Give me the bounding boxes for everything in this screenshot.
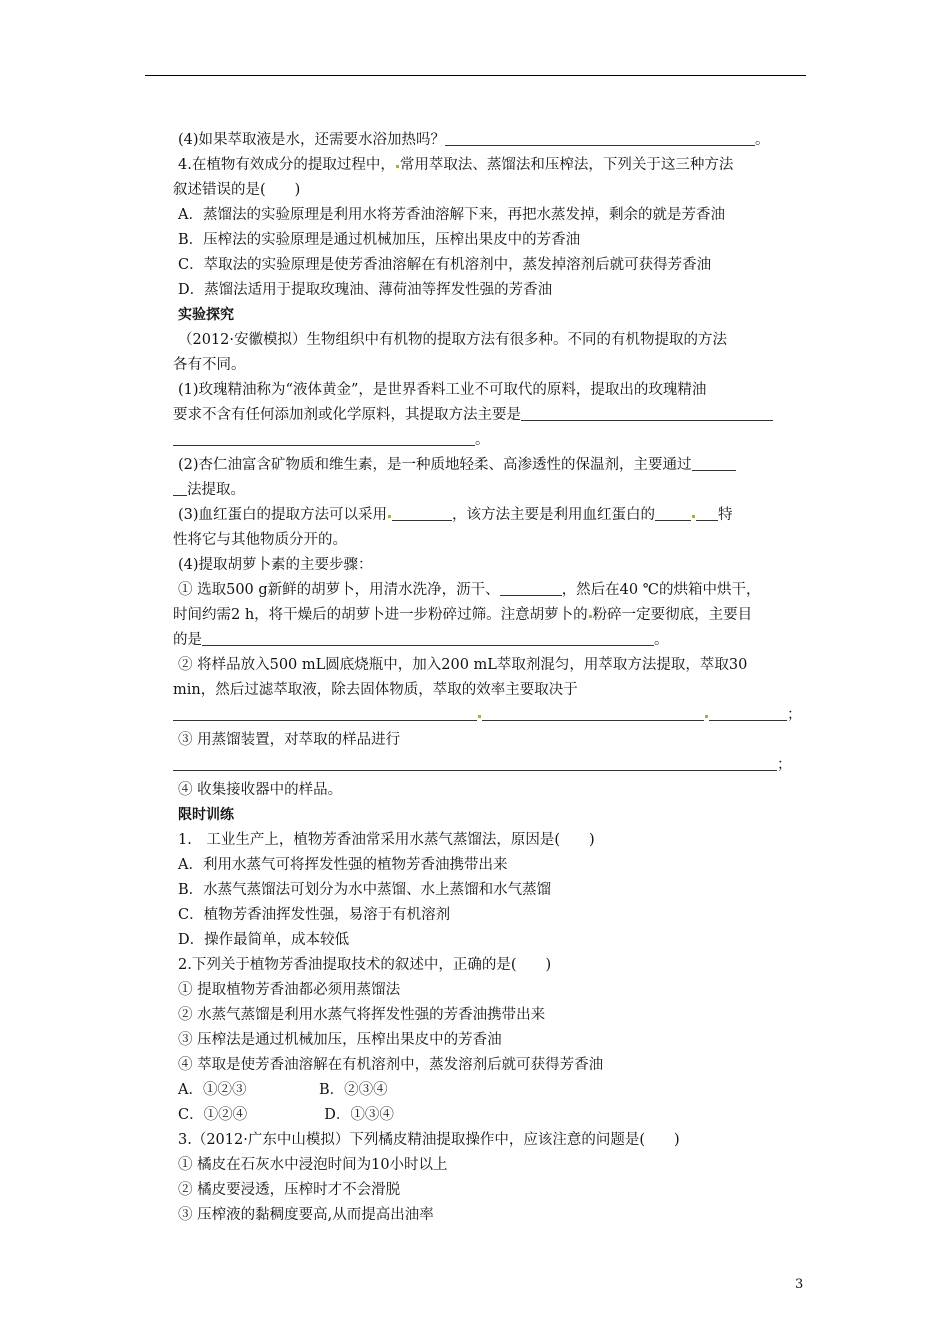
- text-run: 2.下列关于植物芳香油提取技术的叙述中，正确的是( ): [178, 957, 552, 973]
- answer-blank: [696, 505, 718, 521]
- text-line: [173, 253, 813, 278]
- document-body: [173, 128, 813, 1228]
- text-run: ② 水蒸气蒸馏是利用水蒸气将挥发性强的芳香油携带出来: [178, 1007, 546, 1023]
- text-line: [173, 853, 813, 878]
- text-line: [173, 353, 813, 378]
- text-run: C．①②④ D．①③④: [178, 1107, 394, 1123]
- text-run: 特: [718, 507, 733, 523]
- marker-dot: [705, 715, 708, 718]
- text-line: [173, 678, 813, 703]
- text-run: 实验探究: [178, 307, 234, 323]
- text-run: D．操作最简单，成本较低: [178, 932, 350, 948]
- text-run: ③ 压榨液的黏稠度要高,从而提高出油率: [178, 1207, 434, 1223]
- answer-blank: [500, 580, 562, 596]
- answer-blank: [173, 430, 475, 446]
- text-run: ① 选取500 g新鲜的胡萝卜，用清水洗净，沥干、: [178, 582, 500, 598]
- text-line: [173, 1078, 813, 1103]
- text-run: 限时训练: [178, 807, 234, 823]
- text-run: 常用萃取法、蒸馏法和压榨法，下列关于这三种方法: [399, 157, 734, 173]
- text-run: (2)杏仁油富含矿物质和维生素，是一种质地轻柔、高渗透性的保温剂，主要通过: [178, 457, 692, 473]
- marker-dot: [478, 715, 481, 718]
- text-line: [173, 1028, 813, 1053]
- answer-blank: [392, 505, 452, 521]
- text-line: [173, 653, 813, 678]
- text-line: [173, 1178, 813, 1203]
- text-line: [173, 428, 813, 453]
- text-run: ② 将样品放入500 mL圆底烧瓶中，加入200 mL萃取剂混匀，用萃取方法提取，萃取30: [178, 657, 748, 673]
- text-run: （2012·安徽模拟）生物组织中有机物的提取方法有很多种。不同的有机物提取的方法: [178, 332, 728, 348]
- answer-blank: [173, 755, 777, 771]
- text-line: [173, 928, 813, 953]
- section-heading: [173, 303, 813, 328]
- marker-dot: [388, 515, 391, 518]
- text-run: A．利用水蒸气可将挥发性强的植物芳香油携带出来: [178, 857, 508, 873]
- text-run: 各有不同。: [173, 357, 246, 373]
- text-line: [173, 728, 813, 753]
- text-run: C．萃取法的实验原理是使芳香油溶解在有机溶剂中，蒸发掉溶剂后就可获得芳香油: [178, 257, 712, 273]
- text-run: ④ 收集接收器中的样品。: [178, 782, 343, 798]
- text-line: [173, 1053, 813, 1078]
- text-line: [173, 828, 813, 853]
- text-run: (3)血红蛋白的提取方法可以采用: [178, 507, 388, 523]
- answer-blank: [173, 705, 477, 721]
- text-line: [173, 578, 813, 603]
- text-run: 时间约需2 h，将干燥后的胡萝卜进一步粉碎过筛。注意胡萝卜的: [173, 607, 588, 623]
- text-run: 的是: [173, 632, 202, 648]
- text-run: ，该方法主要是利用血红蛋白的: [452, 507, 656, 523]
- answer-blank: [709, 705, 787, 721]
- text-run: B．压榨法的实验原理是通过机械加压，压榨出果皮中的芳香油: [178, 232, 581, 248]
- text-line: [173, 228, 813, 253]
- answer-blank: [173, 480, 187, 496]
- text-line: [173, 1103, 813, 1128]
- text-line: [173, 278, 813, 303]
- answer-blank: [202, 630, 654, 646]
- text-run: ③ 压榨法是通过机械加压，压榨出果皮中的芳香油: [178, 1032, 502, 1048]
- answer-blank: [655, 505, 691, 521]
- text-line: [173, 878, 813, 903]
- text-run: A．蒸馏法的实验原理是利用水将芳香油溶解下来，再把水蒸发掉，剩余的就是芳香油: [178, 207, 725, 223]
- text-run: 法提取。: [187, 482, 245, 498]
- text-line: [173, 778, 813, 803]
- text-run: ① 提取植物芳香油都必须用蒸馏法: [178, 982, 401, 998]
- text-line: [173, 203, 813, 228]
- text-run: 粉碎一定要彻底，主要目: [592, 607, 753, 623]
- text-run: 叙述错误的是( ): [173, 182, 301, 198]
- text-run: ④ 萃取是使芳香油溶解在有机溶剂中，蒸发溶剂后就可获得芳香油: [178, 1057, 604, 1073]
- text-run: 。: [475, 432, 490, 448]
- section-heading: [173, 803, 813, 828]
- text-line: [173, 903, 813, 928]
- text-line: [173, 753, 813, 778]
- marker-dot: [589, 615, 592, 618]
- text-line: [173, 1128, 813, 1153]
- text-line: [173, 703, 813, 728]
- text-run: 1. 工业生产上，植物芳香油常采用水蒸气蒸馏法，原因是( ): [178, 832, 595, 848]
- text-run: min，然后过滤萃取液，除去固体物质，萃取的效率主要取决于: [173, 682, 578, 698]
- text-run: B．水蒸气蒸馏法可划分为水中蒸馏、水上蒸馏和水气蒸馏: [178, 882, 552, 898]
- answer-blank: [445, 130, 755, 146]
- text-run: ；: [787, 707, 802, 723]
- text-line: [173, 953, 813, 978]
- answer-blank: [521, 405, 773, 421]
- header-rule: [145, 75, 806, 76]
- text-run: C．植物芳香油挥发性强，易溶于有机溶剂: [178, 907, 451, 923]
- answer-blank: [692, 455, 736, 471]
- text-run: 3.（2012·广东中山模拟）下列橘皮精油提取操作中，应该注意的问题是( ): [178, 1132, 680, 1148]
- text-run: (4)如果萃取液是水，还需要水浴加热吗？: [178, 132, 446, 148]
- text-line: [173, 528, 813, 553]
- text-run: 。: [755, 132, 770, 148]
- text-run: 要求不含有任何添加剂或化学原料，其提取方法主要是: [173, 407, 521, 423]
- text-run: ② 橘皮要浸透，压榨时才不会滑脱: [178, 1182, 401, 1198]
- text-line: [173, 978, 813, 1003]
- answer-blank: [482, 705, 704, 721]
- text-run: 。: [654, 632, 669, 648]
- text-line: [173, 128, 813, 153]
- text-line: [173, 378, 813, 403]
- text-line: [173, 453, 813, 478]
- text-run: A．①②③ B．②③④: [178, 1082, 388, 1098]
- text-run: 性将它与其他物质分开的。: [173, 532, 347, 548]
- text-run: (1)玫瑰精油称为“液体黄金”，是世界香料工业不可取代的原料，提取出的玫瑰精油: [178, 382, 707, 398]
- text-line: [173, 403, 813, 428]
- text-line: [173, 153, 813, 178]
- text-run: D．蒸馏法适用于提取玫瑰油、薄荷油等挥发性强的芳香油: [178, 282, 553, 298]
- text-line: [173, 603, 813, 628]
- text-run: ③ 用蒸馏装置，对萃取的样品进行: [178, 732, 401, 748]
- text-run: (4)提取胡萝卜素的主要步骤：: [178, 557, 373, 573]
- marker-dot: [692, 515, 695, 518]
- text-line: [173, 328, 813, 353]
- text-line: [173, 1153, 813, 1178]
- text-line: [173, 1003, 813, 1028]
- page-number: 3: [795, 1277, 804, 1292]
- text-line: [173, 628, 813, 653]
- text-line: [173, 503, 813, 528]
- marker-dot: [396, 165, 399, 168]
- text-line: [173, 178, 813, 203]
- text-run: 4.在植物有效成分的提取过程中，: [178, 157, 395, 173]
- text-run: ；: [777, 757, 792, 773]
- text-line: [173, 1203, 813, 1228]
- text-run: ① 橘皮在石灰水中浸泡时间为10小时以上: [178, 1157, 448, 1173]
- text-line: [173, 553, 813, 578]
- text-line: [173, 478, 813, 503]
- text-run: ，然后在40 ℃的烘箱中烘干，: [561, 582, 761, 598]
